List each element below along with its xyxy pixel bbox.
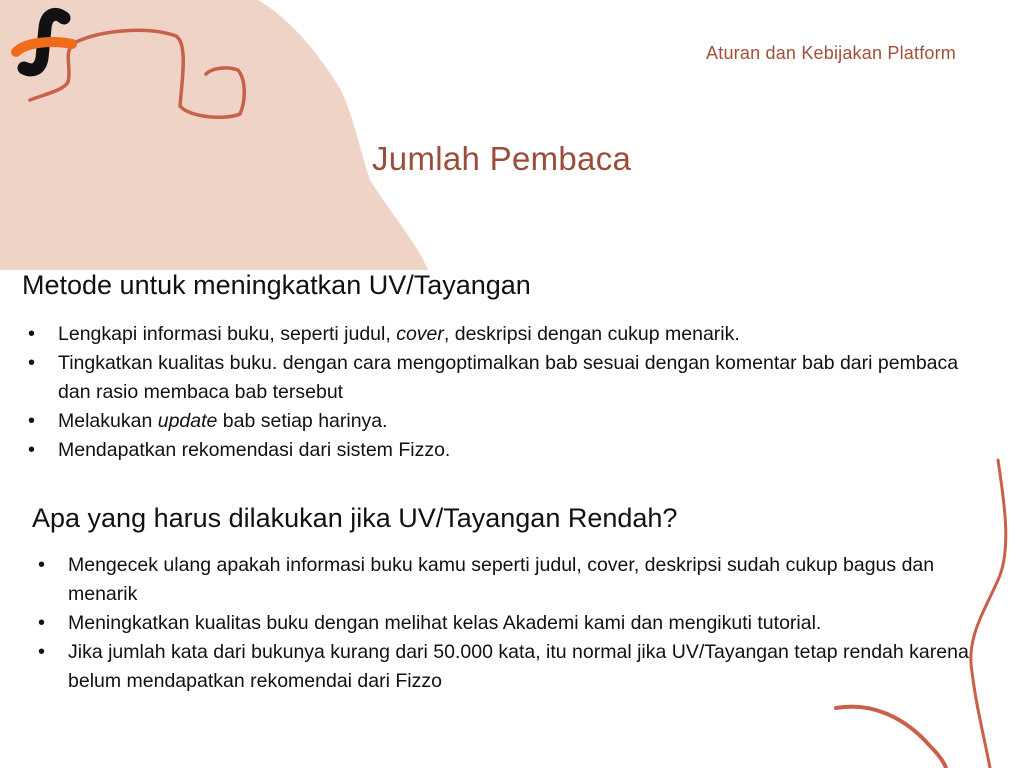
fizzo-logo-icon [8,4,80,80]
list-item: • Tingkatkan kualitas buku. dengan cara mengoptimalkan bab sesuai dengan komentar bab dari pembaca dan rasio membaca bab tersebut [22,349,992,407]
list-item: • Meningkatkan kualitas buku dengan melihat kelas Akademi kami dan mengikuti tutorial. [32,609,972,638]
curly-line-bottom [836,707,946,768]
curly-line-right [971,460,1006,768]
list-item: • Lengkapi informasi buku, seperti judul, cover, deskripsi dengan cukup menarik. [22,320,992,349]
list-item: • Mendapatkan rekomendasi dari sistem Fizzo. [22,436,992,465]
list-item: • Mengecek ulang apakah informasi buku kamu seperti judul, cover, deskripsi sudah cukup bagus dan menarik [32,551,972,609]
page-title: Jumlah Pembaca [372,140,632,177]
list-item: • Jika jumlah kata dari bukunya kurang dari 50.000 kata, itu normal jika UV/Tayangan tetap rendah karena belum mendapatkan rekomendai dari Fizzo [32,638,972,696]
list-item: • Melakukan update bab setiap harinya. [22,407,992,436]
header-section-label: Aturan dan Kebijakan Platform [706,43,956,63]
section-heading-low-views: Apa yang harus dilakukan jika UV/Tayangan Rendah? [32,503,678,533]
low-views-bullet-list [32,551,972,696]
methods-bullet-list [22,320,992,465]
section-heading-methods: Metode untuk meningkatkan UV/Tayangan [22,270,531,300]
